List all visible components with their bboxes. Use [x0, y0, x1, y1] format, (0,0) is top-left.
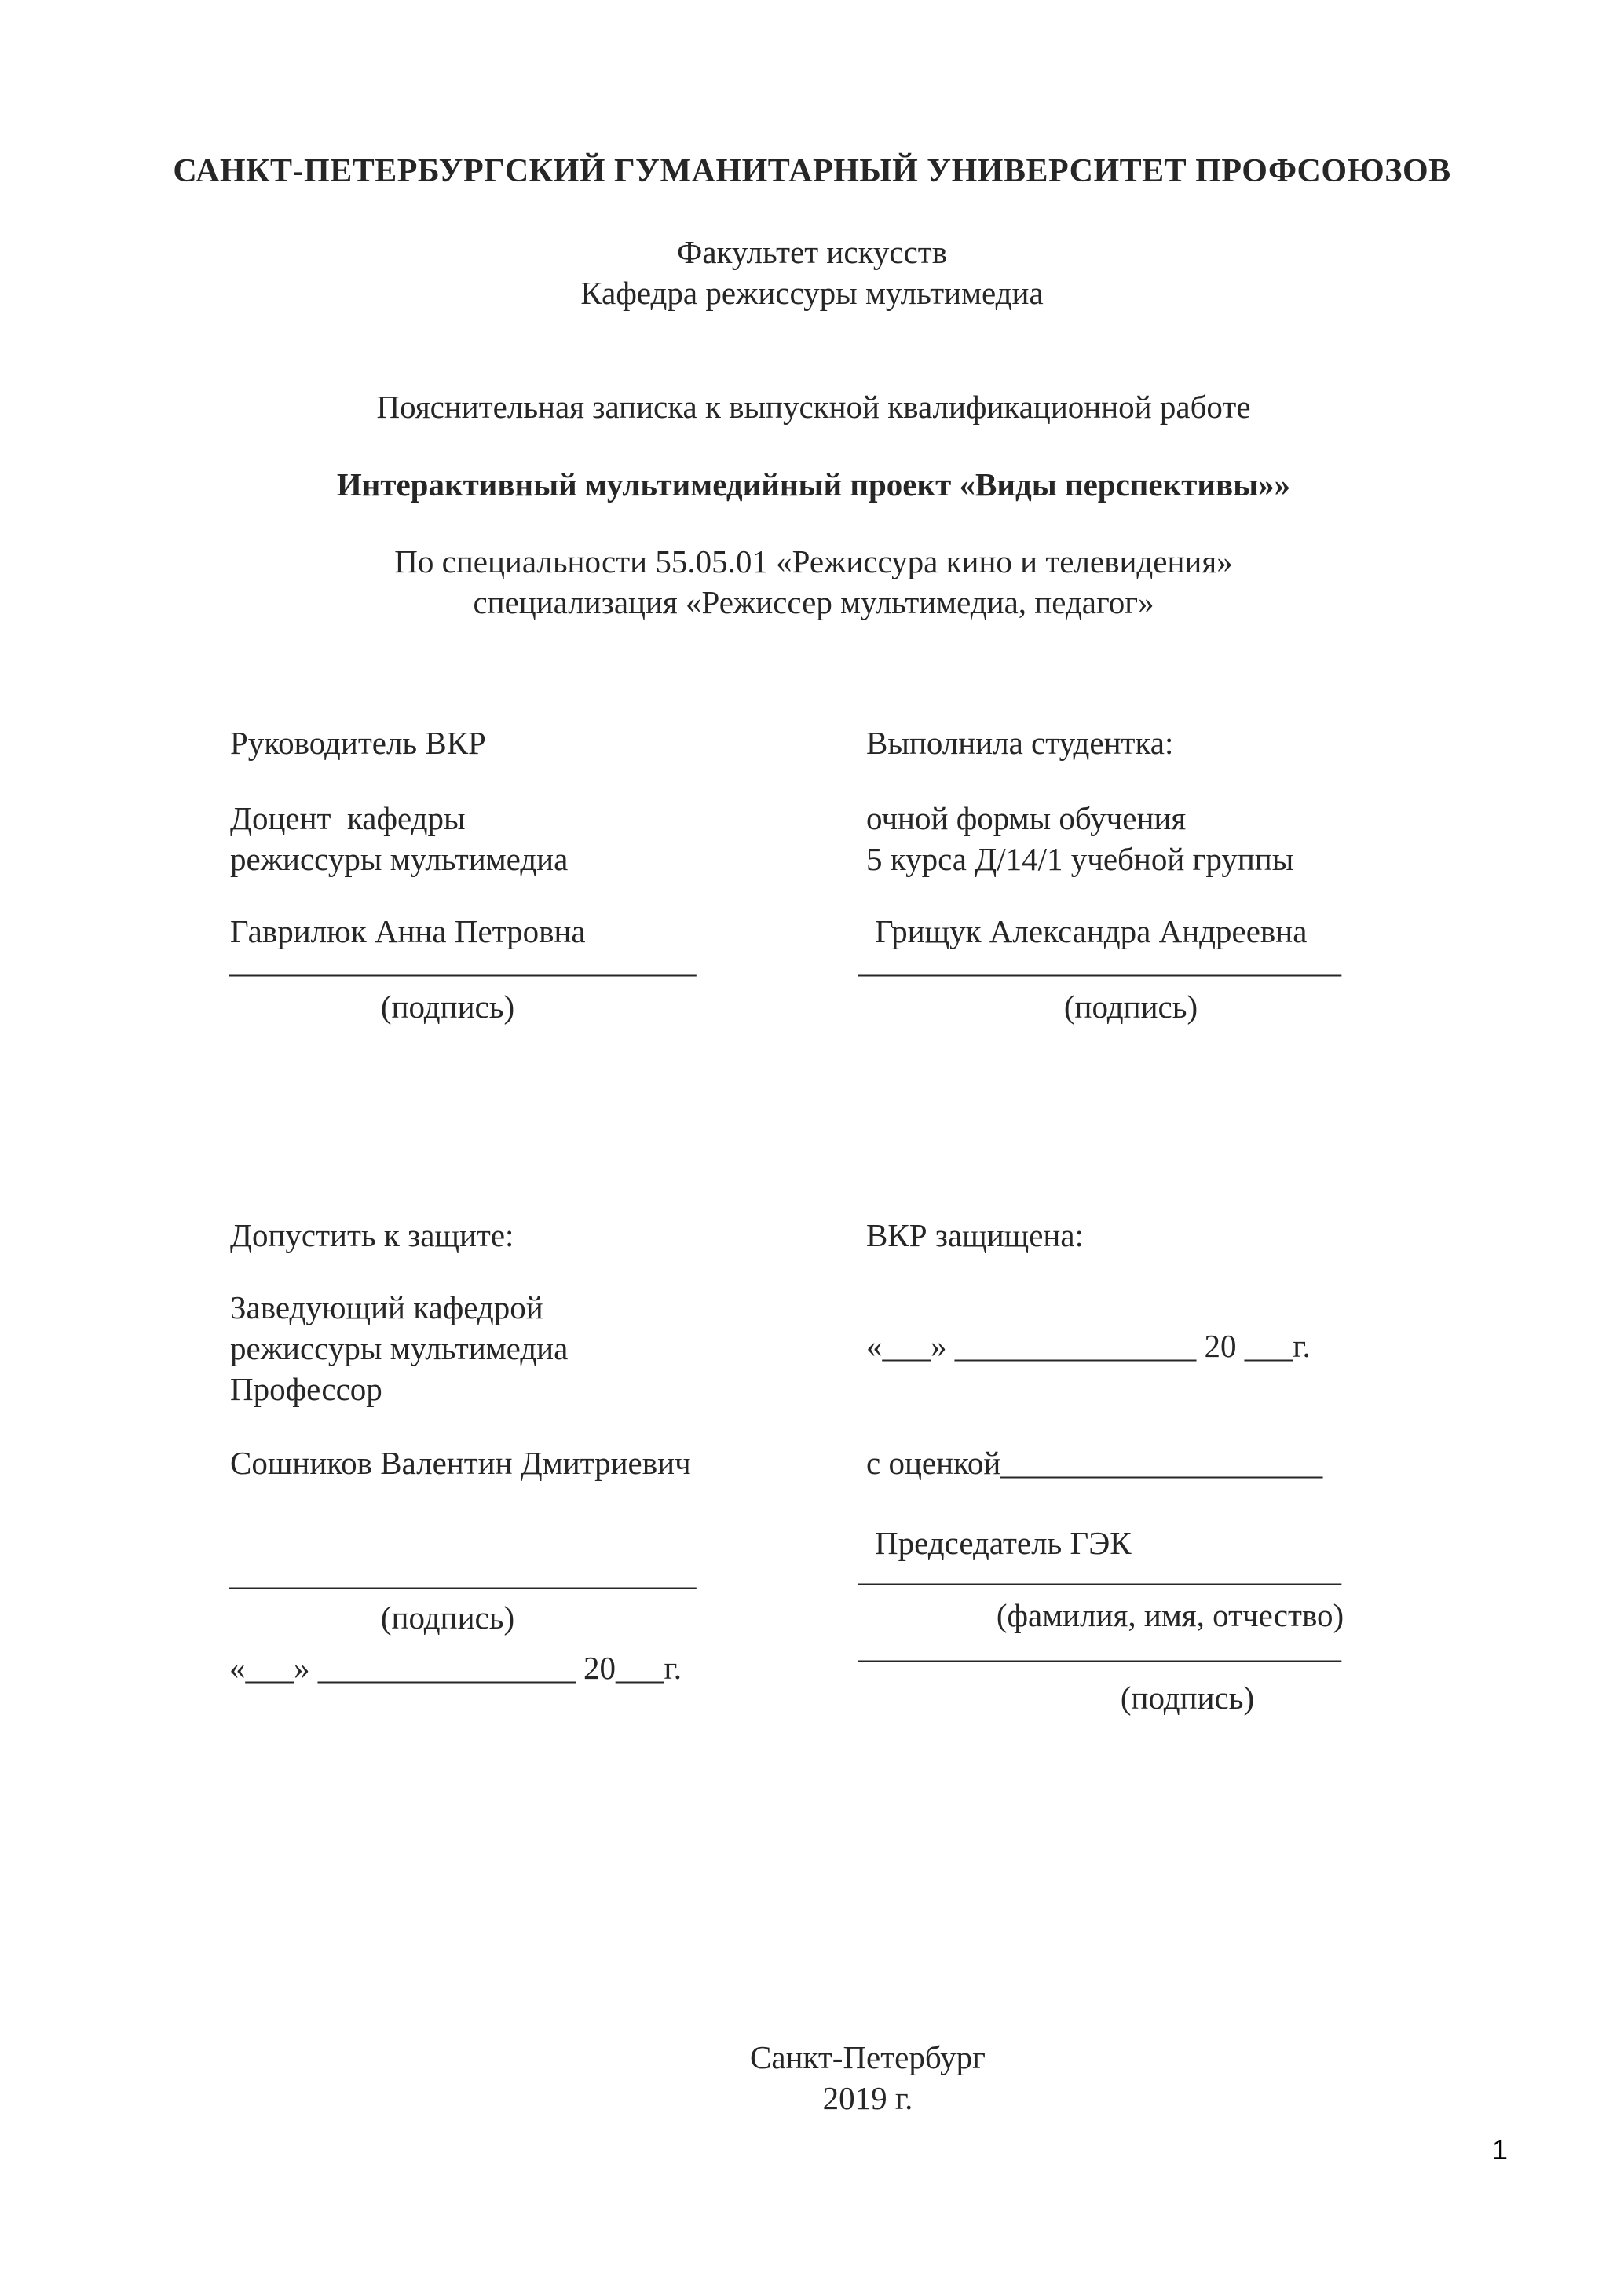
supervisor-position-1: Доцент кафедры: [230, 800, 466, 836]
specialty-line: По специальности 55.05.01 «Режиссура кино и телевидения»: [394, 543, 1233, 579]
defense-chairman-heading: Председатель ГЭК: [875, 1525, 1132, 1561]
admission-name: Сошников Валентин Дмитриевич: [230, 1445, 691, 1481]
defense-name-line: ______________________________: [858, 1552, 1341, 1588]
specialization-line: специализация «Режиссер мультимедиа, педагог»: [473, 584, 1154, 620]
admission-position-2: режиссуры мультимедиа: [230, 1330, 569, 1366]
supervisor-heading: Руководитель ВКР: [230, 725, 486, 761]
supervisor-signature-line: _____________________________: [229, 943, 697, 979]
defense-signature-line: ______________________________: [858, 1629, 1341, 1665]
defense-name-caption: (фамилия, имя, отчество): [996, 1597, 1344, 1633]
admission-signature-line: _____________________________: [229, 1556, 697, 1592]
supervisor-position-2: режиссуры мультимедиа: [230, 841, 569, 877]
university-name: САНКТ-ПЕТЕРБУРГСКИЙ ГУМАНИТАРНЫЙ УНИВЕРСИТЕТ ПРОФСОЮЗОВ: [173, 153, 1451, 189]
page-number: 1: [1492, 2133, 1509, 2166]
admission-heading: Допустить к защите:: [230, 1217, 514, 1253]
admission-signature-caption: (подпись): [380, 1600, 515, 1636]
supervisor-signature-caption: (подпись): [380, 989, 515, 1025]
student-name: Грищук Александра Андреевна: [875, 913, 1308, 949]
project-title: Интерактивный мультимедийный проект «Виды перспективы»»: [336, 466, 1291, 503]
admission-position-3: Профессор: [230, 1371, 382, 1407]
student-signature-line: ______________________________: [858, 943, 1341, 979]
admission-date-line: «___» ________________ 20___г.: [229, 1650, 682, 1686]
supervisor-name: Гаврилюк Анна Петровна: [230, 913, 586, 949]
defense-date-line: «___» _______________ 20 ___г.: [866, 1328, 1311, 1364]
admission-position-1: Заведующий кафедрой: [230, 1289, 543, 1325]
doc-type-line: Пояснительная записка к выпускной квалификационной работе: [376, 389, 1251, 425]
department-line: Кафедра режиссуры мультимедиа: [580, 275, 1044, 311]
footer-city: Санкт-Петербург: [750, 2039, 986, 2075]
defense-grade-line: с оценкой____________________: [866, 1445, 1323, 1481]
student-signature-caption: (подпись): [1063, 989, 1198, 1025]
defense-heading: ВКР защищена:: [866, 1217, 1084, 1253]
footer-year: 2019 г.: [822, 2080, 913, 2116]
student-heading: Выполнила студентка:: [866, 725, 1174, 761]
student-group: 5 курса Д/14/1 учебной группы: [866, 841, 1294, 877]
defense-signature-caption: (подпись): [1120, 1680, 1255, 1716]
faculty-line: Факультет искусств: [676, 234, 948, 270]
student-study-form: очной формы обучения: [866, 800, 1187, 836]
